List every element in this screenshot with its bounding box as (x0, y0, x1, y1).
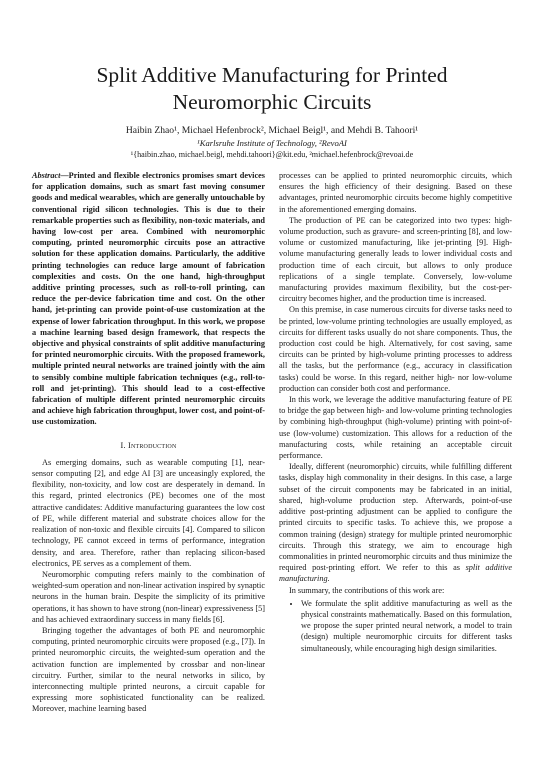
paragraph: The production of PE can be categorized into two types: high-volume production, such as gravure- and screen-printing [8], and low-volume or customized manufacturing, like jet-printing [9]. High-volume manufacturing generally leads to lower individual costs and production time of each circuit, but allows to only produce replications of a single template. Conversely, low-volume manufacturing provides maximum flexibility, but the cost-per-circuitry becomes higher, and the production time is increased. (279, 215, 512, 304)
paragraph: On this premise, in case numerous circuits for diverse tasks need to be printed, low-volume printing technologies are usually employed, as circuits for different tasks usually do not share components. Thus, the production cost could be high. Alternatively, for cost saving, same circuits can be printed by high-volume printing processes to address all the tasks, but the performance (e.g., accuracy in classification tasks) could be worse. In this regard, neither high- nor low-volume production can consider both cost and performance. (279, 305, 512, 393)
paragraph: processes can be applied to printed neuromorphic circuits, which ensures the high efficiency of their designing. Based on these advantages, printed neuromorphic circuits become highly competitive in the aforementioned emerging domains. (279, 171, 512, 214)
paragraph: In this work, we leverage the additive manufacturing feature of PE to bridge the gap between high- and low-volume printing technologies by combining high-throughput (high-volume) printing with point-of-use (low-volume) customization. This allows for a reduction of the manufacturing costs, while retaining an acceptable circuit performance. (279, 395, 512, 461)
paragraph: In summary, the contributions of this work are: (289, 585, 445, 595)
paragraph-text: Ideally, different (neuromorphic) circuits, while fulfilling different tasks, display high commonality in their designs. In this case, a large subset of the circuit components may be fabricated in an initial, shared, high-volume production step. Afterwards, point-of-use additive post-printing adjustment can be applied to configure the printed circuits to specific tasks. To achieve this, we propose a common training (design) strategy for multiple printed neuromorphic circuits. Through this strategy, we aim to encourage high commonalities in printed neuromorphic circuits and thus minimize the required post-printing effort. We refer to this as (279, 462, 512, 573)
paragraph: As emerging domains, such as wearable computing [1], near-sensor computing [2], and edge AI [3] are unceasingly explored, the flexibility, non-toxicity, and low cost are desperately in demand. In this regard, printed electronics (PE) becomes one of the most attractive candidates: Additive manufacturing guarantees the low cost of PE, while different material and substrate choices allow for the realization of non-toxic and flexible circuits [4]. Compared to silicon technology, PE cannot exceed in terms of performance, integration density, and area. Therefore, rather than replacing silicon-based electronics, PE serves as a complement of them. (32, 457, 265, 568)
paragraph: Bringing together the advantages of both PE and neuromorphic computing, printed neuromorphic circuits were proposed (e.g., [7]). In printed neuromorphic circuits, the weighted-sum operation and the activation function are implemented by crossbar and non-linear circuitry. Further, similar to the neural networks in silico, by interconnecting multiple printed neurons, a circuit capable for expressing more sophisticated functionality can be realized. Moreover, machine learning based (32, 625, 265, 714)
contribution-list (279, 598, 512, 654)
section-title: Introduction (128, 440, 177, 450)
paragraph: Neuromorphic computing refers mainly to the combination of weighted-sum operation and non-linear activation inspired by synaptic neurons in the human brain. Despite the simplicity of its primitive operations, it has shown to have strong (non-linear) expressiveness [5] and has achieved extraordinary success in many fields [6]. (32, 569, 265, 624)
abstract-body: —Printed and flexible electronics promises smart devices for application domains, such as smart fast moving consumer goods and medical wearables, which are generally untouchable by conventional rigid silicon technologies. This is due to their remarkable properties such as flexibility, non-toxic materials, and having low-cost per area. Combined with neuromorphic computing, printed neuromorphic circuits pose an attractive solution for these application domains. Particularly, the additive printing technologies can reduce large amount of fabrication complexities and costs. On the one hand, high-throughput additive printing processes, such as roll-to-roll printing, can reduce the per-device fabrication time and cost. On the other hand, jet-printing can provide point-of-use customization at the expense of lower fabrication throughput. In this work, we propose a machine learning based design framework, that respects the objective and physical constraints of split additive manufacturing for printed neuromorphic circuits. With the proposed framework, multiple printed neural networks are trained jointly with the aim to sensibly combine multiple fabrication techniques (e.g., roll-to-roll and jet-printing). This should lead to a cost-effective fabrication of multiple different printed neuromorphic circuits and achieve high fabrication throughput, lower cost, and point-of-use customization. (32, 171, 265, 427)
paragraph-with-emphasis (279, 461, 512, 584)
section-heading-introduction (32, 440, 265, 451)
title-line-1: Split Additive Manufacturing for Printed (96, 63, 448, 87)
paper-title (0, 62, 544, 116)
left-column (32, 170, 265, 715)
affiliations: ¹Karlsruhe Institute of Technology, ²RevoAI (197, 138, 347, 148)
author-names: Haibin Zhao¹, Michael Hefenbrock², Michael Beigl¹, and Mehdi B. Tahoori¹ (125, 125, 419, 136)
list-item: • We formulate the split additive manufacturing as well as the physical constraints mathematically. Based on this formulation, we propose the super printed neural network, a model to train (design) multiple neuromorphic circuits for different tasks simultaneously, while encouraging high design similarities. (301, 598, 512, 654)
title-line-2: Neuromorphic Circuits (172, 90, 372, 114)
abstract-label: Abstract (32, 171, 61, 180)
emphasis-term: split additive manufacturing. (279, 563, 512, 584)
abstract (32, 170, 265, 428)
right-column (279, 170, 512, 654)
section-number: I. (120, 440, 128, 450)
author-emails: ¹{haibin.zhao, michael.beigl, mehdi.tahoori}@kit.edu, ²michael.hefenbrock@revoai.de (130, 150, 414, 159)
author-block (0, 124, 544, 161)
